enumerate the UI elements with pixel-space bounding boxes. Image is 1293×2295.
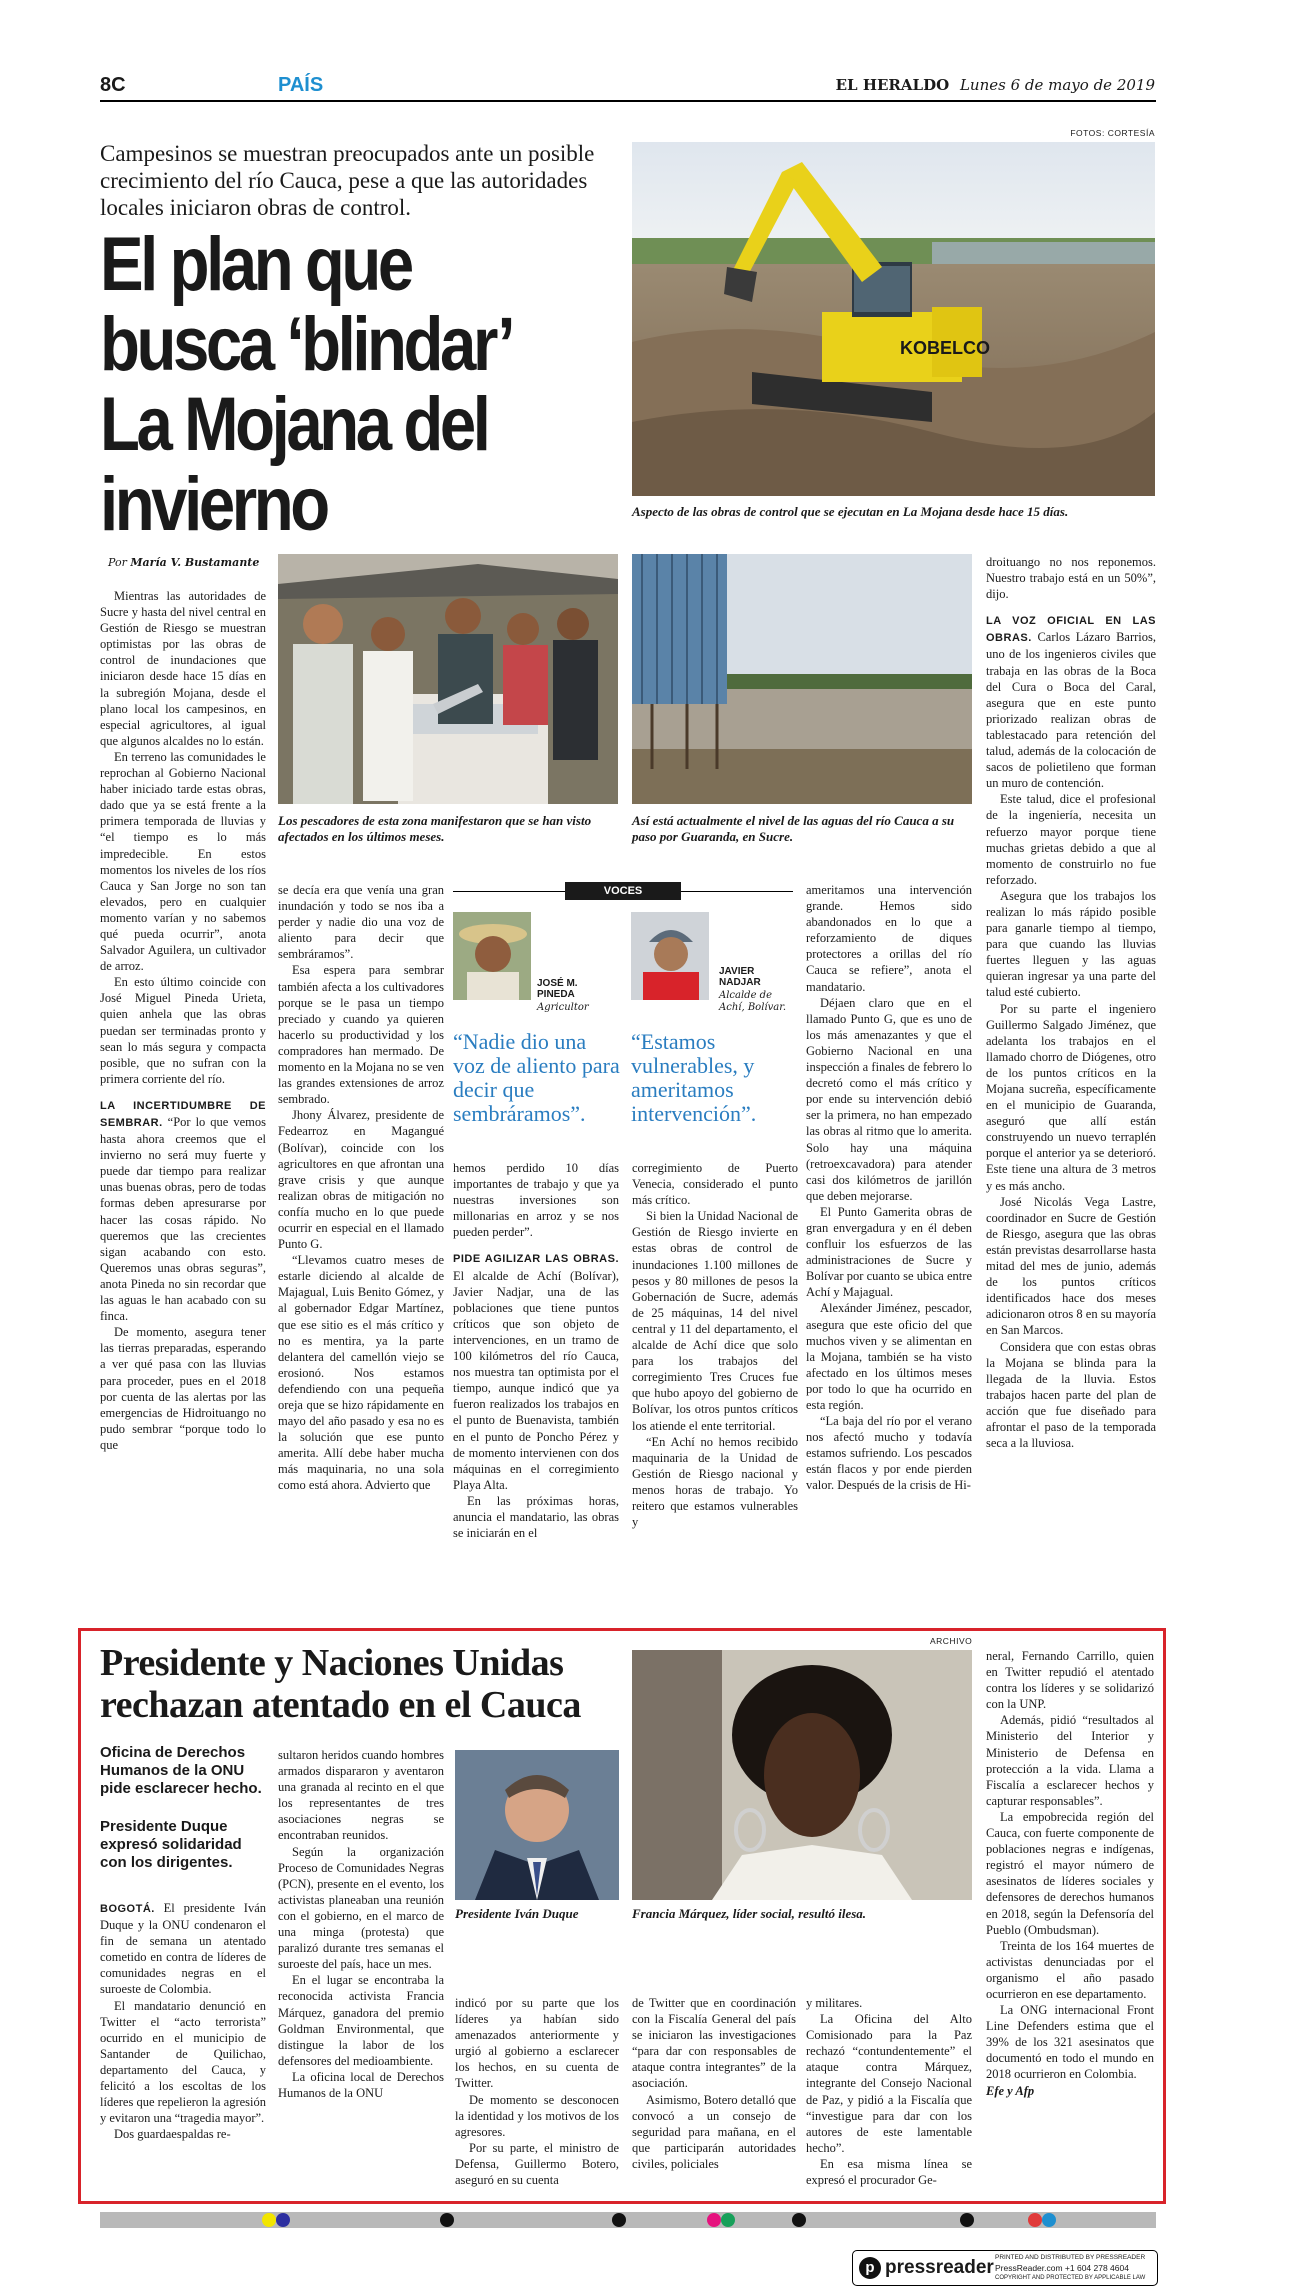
second-col-5 bbox=[806, 1995, 972, 2188]
paragraph: Carlos Lázaro Barrios, uno de los ingenieros civiles que trabaja en las obras de la Boca del Cura o Boca del Caral, asegura que en este punto priorizado realizan obras de tablestacado para retención del talud, además de la colocación de sacos de polietileno que forman un muro de contención. bbox=[986, 630, 1156, 791]
byline bbox=[108, 556, 259, 569]
paragraph: Por su parte el ingeniero Guillermo Salgado Jiménez, que adelanta los trabajos en el llamado chorro de Diógenes, otro de los puntos críticos en la Mojana sucreña, específicamente en el municipio de Guaranda, aseguró que allí están construyendo un nuevo terraplén porque el anterior ya se deterioró. Este tiene una altura de 3 metros y es más ancho. bbox=[986, 1001, 1156, 1193]
photo-credit: FOTOS: CORTESÍA bbox=[1070, 128, 1155, 138]
paragraph: Alexánder Jiménez, pescador, asegura que este oficio del que muchos viven y se alimentan en la Mojana, también se ha visto afectado en los últimos meses por todo lo que ha ocurrido en esta región. bbox=[806, 1301, 972, 1412]
paragraph: “En Achí no hemos recibido maquinaria de la Unidad de Gestión de Riesgo nacional y menos horas de trabajo. Yo reitero que estamos vulnerables y bbox=[632, 1434, 798, 1530]
paragraph: José Nicolás Vega Lastre, coordinador en Sucre de Gestión de Riesgo, asegura que las obras están previstas desarrollarse hasta mitad del mes de junio, además de los puntos críticos identificados hace dos meses adicionaron otros 8 en su mayoría en San Marcos. bbox=[986, 1194, 1156, 1338]
caption-river-photo: Así está actualmente el nivel de las aguas del río Cauca a su paso por Guaranda, en Sucre. bbox=[632, 813, 955, 844]
paragraph: Mientras las autoridades de Sucre y hasta del nivel central en Gestión de Riesgo se muestran optimistas por las obras de control de inundaciones que iniciaron desde hace 15 días en la subregión Mojana, desde el plano local los campesinos, en especial agricultores, al igual que algunos alcaldes no lo están. bbox=[100, 589, 266, 748]
subhead: PIDE AGILIZAR LAS OBRAS. bbox=[453, 1253, 619, 1266]
article-col-3 bbox=[453, 1160, 619, 1541]
paragraph: Esa espera para sembrar también afecta a los cultivadores porque se le pasa un tiempo preciado y cuando ya quieren hacerlo su productividad y los compradores han mermado. De momento en la Mojana no se ven las grandes extensiones de arroz sembrado. bbox=[278, 963, 444, 1107]
pressreader-brand: pressreader bbox=[885, 2257, 994, 2278]
paragraph: El presidente Iván Duque y la ONU condenaron el fin de semana un atentado cometido en contra de líderes de comunidades negras en el suroeste de Colombia. bbox=[100, 1901, 267, 1997]
paragraph: Treinta de los 164 muertes de activistas denunciadas por el organismo el año pasado ocurrieron en ese departamento. bbox=[986, 1938, 1154, 2001]
paragraph: hemos perdido 10 días importantes de trabajo y que ya nuestras inversiones son millonarias en arroz y se nos pueden perder”. bbox=[453, 1161, 619, 1240]
masthead-date bbox=[836, 76, 1155, 94]
header-rule bbox=[100, 100, 1156, 102]
paragraph: Este talud, dice el profesional de la ingeniería, necesita un refuerzo mayor porque tiene muchas grietas debido a que al momento de construirlo no fue reforzado. bbox=[986, 792, 1156, 887]
article-col-2 bbox=[278, 882, 444, 1494]
headline: El plan que busca ‘blindar’ La Mojana del invierno bbox=[100, 222, 509, 547]
paragraph: “La baja del río por el verano nos afectó mucho y todavía estamos sufriendo. Los pescados están flacos y por ende pierden valor. Después de la crisis de Hi- bbox=[806, 1414, 972, 1493]
byline-author: María V. Bustamante bbox=[130, 556, 260, 569]
registration-dot bbox=[262, 2213, 276, 2227]
voz1-role: Agricultor bbox=[537, 1002, 589, 1013]
avatar-pineda bbox=[453, 912, 531, 1000]
registration-dot bbox=[276, 2213, 290, 2227]
registration-dot bbox=[612, 2213, 626, 2227]
river-photo bbox=[632, 554, 972, 804]
subhead: LA INCERTIDUMBRE DE SEMBRAR. bbox=[100, 1099, 266, 1129]
paragraph: “Por lo que vemos hasta ahora creemos que el invierno no será muy fuerte y puede dar tiempo para realizar unas buenas obras, pero de todas formas deben apresurarse por hacer las cosas rápido. No queremos que las crecientes sigan acabando con esto. Queremos unas obras seguras”, anota Pineda no sin recordar que las aguas le han acabado con su finca. bbox=[100, 1115, 266, 1324]
pressreader-badge bbox=[852, 2250, 1158, 2286]
paragraph: Además, pidió “resultados al Ministerio del Interior y Ministerio de Defensa en protección a la vida. Llama a Fiscalía a esclarecer hechos y capturar responsables”. bbox=[986, 1713, 1154, 1808]
paragraph: En las próximas horas, anuncia el mandatario, las obras se iniciarán en el bbox=[453, 1493, 619, 1541]
marquez-photo bbox=[632, 1650, 972, 1900]
second-col-3 bbox=[455, 1995, 619, 2188]
excavator-brand-text: KOBELCO bbox=[900, 338, 990, 358]
fishermen-photo bbox=[278, 554, 618, 804]
pressreader-line-1: PRINTED AND DISTRIBUTED BY PRESSREADER bbox=[995, 2254, 1146, 2261]
issue-date: Lunes 6 de mayo de 2019 bbox=[959, 76, 1155, 94]
subhead: LA VOZ OFICIAL EN LAS OBRAS. bbox=[986, 615, 1156, 645]
paragraph: Por su parte, el ministro de Defensa, Guillermo Botero, aseguró en su cuenta bbox=[455, 2140, 619, 2188]
duque-photo bbox=[455, 1750, 619, 1900]
kicker: Campesinos se muestran preocupados ante un posible crecimiento del río Cauca, pese a que las autoridades locales iniciaron obras de control. bbox=[100, 141, 595, 220]
archive-label: ARCHIVO bbox=[930, 1636, 973, 1646]
paragraph: droituango no nos reponemos. Nuestro trabajo está en un 50%”, dijo. bbox=[986, 555, 1156, 602]
deck-1: Oficina de Derechos Humanos de la ONU pide esclarecer hecho. bbox=[100, 1744, 262, 1797]
paragraph: Si bien la Unidad Nacional de Gestión de Riesgo invierte en estas obras de control de inundaciones 1.100 millones de pesos y 80 millones de pesos la Gobernación de Sucre, además de 25 máquinas, 14 del nivel central y 11 del departamento, el alcalde de Achí dice que solo para los trabajos del corregimiento Tres Cruces fue que hubo apoyo del gobierno de Bolívar, los otros puntos críticos los atiende el ente territorial. bbox=[632, 1209, 798, 1433]
paragraph: se decía era que venía una gran inundación y todo se nos iba a perder y nadie dio una voz de aliento para decir que sembráramos”. bbox=[278, 883, 444, 962]
second-col-4 bbox=[632, 1995, 796, 2172]
byline-prefix: Por bbox=[108, 556, 127, 569]
article-col-5 bbox=[806, 882, 972, 1494]
article-col-4 bbox=[632, 1160, 798, 1530]
voz2-role: Alcalde de Achí, Bolívar. bbox=[719, 990, 787, 1013]
voces-box bbox=[453, 882, 793, 1152]
paragraph: Jhony Álvarez, presidente de Fedearroz en Magangué (Bolívar), coincide con los agricultores en que afrontan una grave crisis y que aunque realizan obras de mitigación no confía mucho en lo que puede ocurrir en especial en el llamado Punto G. bbox=[278, 1108, 444, 1252]
caption-fishermen-photo: Los pescadores de esta zona manifestaron que se han visto afectados en los últimos meses. bbox=[278, 813, 592, 844]
paragraph: De momento, asegura tener las tierras preparadas, esperando a ver qué pasa con las lluvias para proceder, pues en el 2018 por cuenta de las alertas por las emergencias de Hidroituango no pudo sembrar “porque todo lo que bbox=[100, 1325, 266, 1452]
caption-top-photo: Aspecto de las obras de control que se ejecutan en La Mojana desde hace 15 días. bbox=[632, 504, 1069, 519]
paragraph: La empobrecida región del Cauca, con fuerte componente de poblaciones negras e indígenas, registró el mayor número de asesinatos de líderes sociales y defensores de derechos humanos en 2018, según la Defensoría del Pueblo (Ombudsman). bbox=[986, 1809, 1154, 1937]
paragraph: En esa misma línea se expresó el procurador Ge- bbox=[806, 2156, 972, 2188]
excavator-photo bbox=[632, 142, 1155, 496]
paragraph: De momento se desconocen la identidad y los motivos de los agresores. bbox=[455, 2092, 619, 2139]
paragraph: Según la organización Proceso de Comunidades Negras (PCN), presente en el evento, los activistas planeaban una reunión con el gobierno, en el marco de una minga (protesta) que paralizó durante tres semanas el suroeste del país, hace un mes. bbox=[278, 1844, 444, 1972]
voz1-name: JOSÉ M. PINEDA bbox=[537, 978, 578, 1000]
article-col-1 bbox=[100, 588, 266, 1453]
paragraph: Asegura que los trabajos los realizan lo más rápido posible para ganarle tiempo al tiempo, para que cuando las lluvias fuertes lleguen y las aguas quieran ingresar ya una parte del talud esté cubierto. bbox=[986, 888, 1156, 1000]
registration-dot bbox=[707, 2213, 721, 2227]
page-number: 8C bbox=[100, 74, 126, 96]
paragraph: El Punto Gamerita obras de gran envergadura y en él deben confluir los esfuerzos de las administraciones de Sucre y Bolívar por cuanto se ubica entre Achí y Majagual. bbox=[806, 1204, 972, 1300]
second-col-6 bbox=[986, 1648, 1154, 2099]
pressreader-logo-icon: p bbox=[859, 2257, 881, 2279]
paragraph: Asimismo, Botero detalló que convocó a un consejo de seguridad para mañana, en el que participarán autoridades civiles, policiales bbox=[632, 2092, 796, 2171]
registration-dot bbox=[792, 2213, 806, 2227]
paragraph: En el lugar se encontraba la reconocida activista Francia Márquez, ganadora del premio Goldman Environmental, que distingue la labor de los defensores del medioambiente. bbox=[278, 1973, 444, 2068]
paragraph: En terreno las comunidades le reprochan al Gobierno Nacional haber iniciado tarde estas obras, dado que ya se está frente a la primera temporada de lluvias y “el tiempo es lo más impredecible. En estos momentos los niveles de los ríos Cauca y San Jorge no son tan elevados, pero en cualquier momento varían y no sabemos qué pueda ocurrir”, anota Salvador Aguilera, un cultivador de arroz. bbox=[100, 749, 266, 974]
paragraph: La Oficina del Alto Comisionado para la Paz rechazó “contundentemente” el ataque contra Márquez, integrante del Consejo Nacional de Paz, y pidió a la Fiscalía que “investigue para dar con los autores de este lamentable hecho”. bbox=[806, 2012, 972, 2155]
paragraph: de Twitter que en coordinación con la Fiscalía General del país se iniciaron las investigaciones “para dar con responsables de ataque contra integrantes” de la asociación. bbox=[632, 1996, 796, 2091]
voz2-quote: “Estamos vulnerables, y ameritamos intervención”. bbox=[631, 1029, 757, 1126]
paragraph: La oficina local de Derechos Humanos de la ONU bbox=[278, 2069, 444, 2100]
paragraph: El alcalde de Achí (Bolívar), Javier Nadjar, una de las poblaciones que tiene puntos críticos que son objeto de intervenciones, en un tramo de 100 kilómetros del río Cauca, nos muestra tan optimista por el tiempo, aunque indicó que ya fueron realizados los trabajos en el punto de Buenavista, también en el punto de Poncho Pérez y de momento intervienen con dos máquinas en el corregimiento Playa Alta. bbox=[453, 1268, 619, 1492]
voz1-quote: “Nadie dio una voz de aliento para decir que sembráramos”. bbox=[453, 1029, 620, 1126]
paragraph: corregimiento de Puerto Venecia, considerado el punto más crítico. bbox=[632, 1161, 798, 1208]
paragraph: En esto último coincide con José Miguel Pineda Urieta, quien anhela que las obras puedan ser terminadas pronto y sean lo más segura y compacta posible, que no sufran con la primera corriente del río. bbox=[100, 975, 266, 1086]
paragraph: sultaron heridos cuando hombres armados dispararon y aventaron una granada al recinto en el que los representantes de tres asociaciones negras se encontraban reunidos. bbox=[278, 1748, 444, 1843]
dateline: BOGOTÁ. bbox=[100, 1903, 155, 1915]
caption-marquez-photo: Francia Márquez, líder social, resultó ilesa. bbox=[632, 1906, 867, 1921]
paragraph: “Llevamos cuatro meses de estarle diciendo al alcalde de Majagual, Luis Benito Gómez, y al gobernador Edgar Martínez, que ese sitio es el más crítico y no es mentira, ya la parte delantera del camellón viejo se erosionó. Nos estamos defendiendo con una pequeña oreja que se hizo rápidamente en mayo del año pasado y esa no es la solución que ese punto amerita. Allí debe haber mucha más maquinaria, no una sola como está ahora. Advierto que bbox=[278, 1253, 444, 1493]
print-color-bar bbox=[100, 2212, 1156, 2228]
second-col-2 bbox=[278, 1747, 444, 2101]
registration-dot bbox=[721, 2213, 735, 2227]
voz2-name: JAVIER NADJAR bbox=[719, 966, 761, 988]
article-col-6 bbox=[986, 554, 1156, 1451]
paragraph: ameritamos una intervención grande. Hemos sido abandonados en lo que a reforzamiento de diques protectores a orillas del río Cauca se refiere”, anota el mandatario. bbox=[806, 883, 972, 994]
paragraph: Considera que con estas obras la Mojana se blinda para la llegada de la lluvia. Estos trabajos hacen parte del plan de acción que fue diseñado para afrontar el paso de la temporada seca a la lluviosa. bbox=[986, 1339, 1156, 1451]
section-label: PAÍS bbox=[278, 74, 324, 96]
agency-credit: Efe y Afp bbox=[986, 2083, 1035, 2098]
paragraph: Déjaen claro que en el llamado Punto G, que es uno de los más amenazantes y que el Gobierno Nacional en una inspección a finales de febrero lo decretó como el más crítico y por ende su intervención debió ser la primera, no han empezado las obras al ritmo que lo amerita. Solo hay una máquina (retroexcavadora) para atender casi dos kilómetros de jarillón que deben mejorarse. bbox=[806, 995, 972, 1203]
pressreader-line-3: COPYRIGHT AND PROTECTED BY APPLICABLE LAW bbox=[995, 2275, 1146, 2281]
registration-dot bbox=[1028, 2213, 1042, 2227]
second-headline: Presidente y Naciones Unidas rechazan atentado en el Cauca bbox=[100, 1642, 581, 1726]
paragraph: El mandatario denunció en Twitter el “acto terrorista” ocurrido en el municipio de Santander de Quilichao, departamento del Cauca, y felicitó a los escoltas de los líderes que repelieron la agresión y evitaron una “tragedia mayor”. bbox=[100, 1998, 266, 2126]
avatar-nadjar bbox=[631, 912, 709, 1000]
deck-2: Presidente Duque expresó solidaridad con los dirigentes. bbox=[100, 1818, 242, 1871]
registration-dot bbox=[1042, 2213, 1056, 2227]
paragraph: Dos guardaespaldas re- bbox=[114, 2127, 231, 2142]
caption-duque-photo: Presidente Iván Duque bbox=[455, 1906, 579, 1921]
voces-label: VOCES bbox=[565, 882, 681, 900]
second-col-1 bbox=[100, 1900, 266, 2142]
paragraph: indicó por su parte que los líderes ya habían sido amenazados anteriormente y urgió al gobierno a esclarecer los hechos, en su cuenta de Twitter. bbox=[455, 1996, 619, 2091]
paragraph: y militares. bbox=[806, 1996, 863, 2010]
paragraph: neral, Fernando Carrillo, quien en Twitter repudió el atentado contra los líderes y se solidarizó con la UNP. bbox=[986, 1649, 1154, 1712]
pressreader-line-2: PressReader.com +1 604 278 4604 bbox=[995, 2263, 1129, 2273]
registration-dot bbox=[960, 2213, 974, 2227]
newspaper-name: EL HERALDO bbox=[835, 76, 950, 94]
paragraph: La ONG internacional Front Line Defenders estima que el 39% de los 321 asesinatos que documentó en todo el mundo en 2018 ocurrieron en Colombia. bbox=[986, 2003, 1154, 2082]
registration-dot bbox=[440, 2213, 454, 2227]
